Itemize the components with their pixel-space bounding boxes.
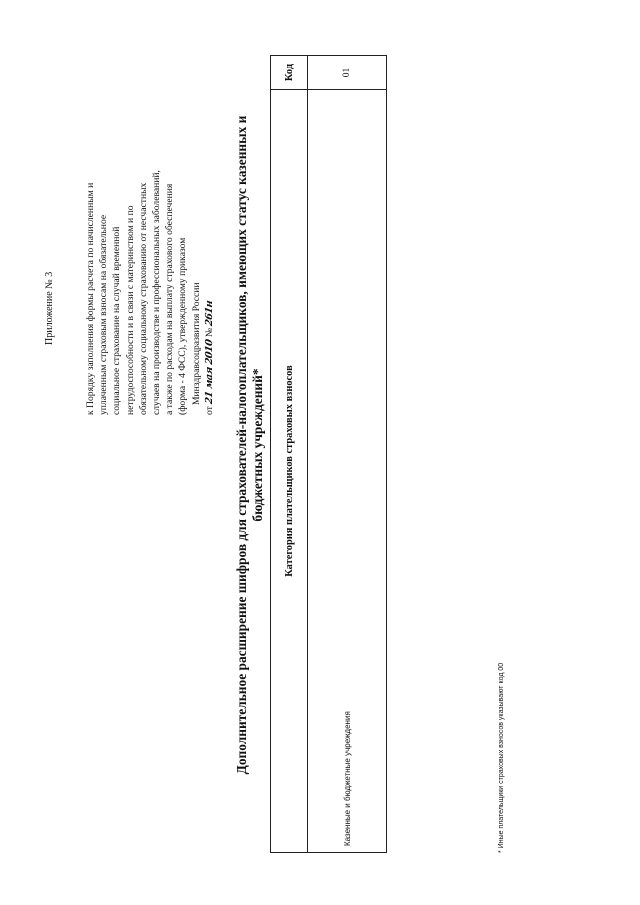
title-line: Дополнительное расширение шифров для страхователей-налогоплательщиков, имеющих статус казенных и <box>234 115 249 775</box>
table-header-row <box>271 56 308 853</box>
approval-line: а также по расходам на выплату страхового обеспечения <box>164 183 176 415</box>
handwritten-date: 21 мая 2010 <box>203 338 215 405</box>
footnote: * Иные плательщики страховых взносов указывают код 00 <box>498 662 505 853</box>
approval-line: случаев на производстве и профессиональных заболеваний, <box>151 170 163 415</box>
category-table <box>270 55 387 853</box>
document-title <box>234 45 266 845</box>
approval-line: обязательному социальному страхованию от несчастных <box>137 182 149 415</box>
appendix-label: Приложение № 3 <box>44 271 55 345</box>
code-header: Код <box>271 56 308 90</box>
category-cell: Казенные и бюджетные учреждения <box>308 90 387 853</box>
approval-block <box>84 115 216 415</box>
approval-line: социальное страхование на случай временной <box>111 226 123 415</box>
approval-line: Минздравсоцразвития России <box>190 282 202 405</box>
approval-date-line <box>203 115 216 415</box>
approval-line: нетрудоспособности и в связи с материнством и по <box>124 205 136 415</box>
category-header: Категория плательщиков страховых взносов <box>271 90 308 853</box>
approval-line: к Порядку заполнения формы расчета по начисленным и <box>85 182 96 415</box>
approval-line: уплаченным страховым взносам на обязательное <box>98 214 110 415</box>
code-cell: 01 <box>308 56 387 90</box>
handwritten-number: 261н <box>203 299 215 327</box>
number-prefix: № <box>203 327 215 338</box>
date-prefix: от <box>203 406 215 415</box>
approval-line: (форма - 4 ФСС), утвержденному приказом <box>177 237 189 415</box>
title-line: бюджетных учреждений* <box>250 368 265 522</box>
table-row <box>308 56 387 853</box>
